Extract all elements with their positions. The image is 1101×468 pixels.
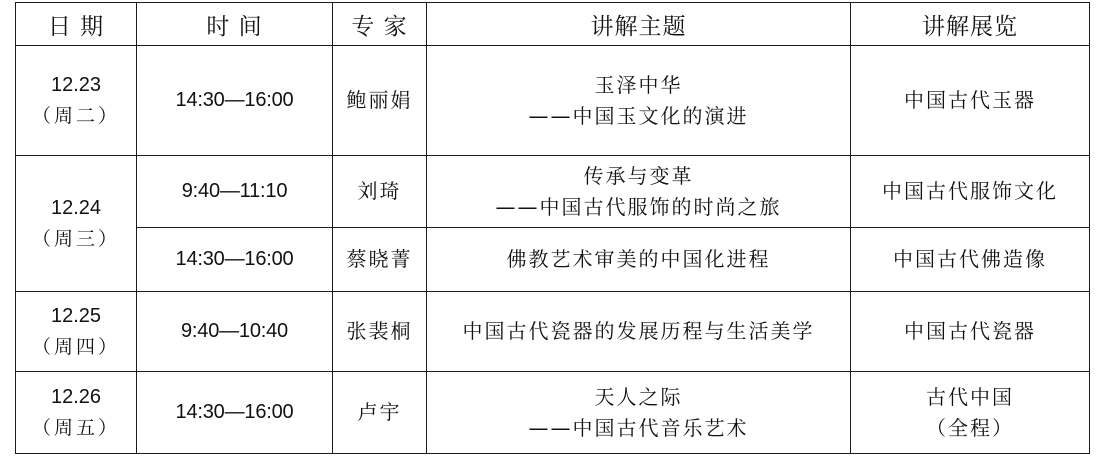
date-text: 12.23 (50, 73, 102, 96)
topic-cell (427, 228, 851, 292)
date-text: 12.26 (50, 385, 102, 408)
exhibit-text: 中国古代佛造像 (893, 247, 1047, 271)
exhibit-cell (851, 372, 1090, 454)
header-exhibit: 讲解展览 (851, 3, 1090, 46)
topic-cell (427, 372, 851, 454)
topic-cell (427, 292, 851, 372)
topic-subtitle: ——中国玉文化的演进 (528, 103, 749, 128)
date-cell (16, 292, 137, 372)
header-time: 时 间 (137, 3, 333, 46)
table-row (16, 156, 1090, 228)
time-cell: 9:40—10:40 (137, 292, 333, 372)
exhibit-text: 古代中国 (926, 384, 1014, 409)
topic-title: 玉泽中华 (594, 72, 683, 97)
exhibit-note: （全程） (926, 415, 1014, 440)
exhibit-text: 中国古代瓷器 (904, 319, 1036, 343)
expert-cell: 鲍丽娟 (333, 46, 427, 156)
expert-cell: 卢宇 (333, 372, 427, 454)
date-text: 12.24 (50, 196, 102, 219)
table-header-row (16, 3, 1090, 46)
weekday-text: （周三） (31, 227, 120, 250)
header-date: 日 期 (16, 3, 137, 46)
exhibit-cell (851, 156, 1090, 228)
topic-title: 佛教艺术审美的中国化进程 (506, 247, 771, 271)
topic-subtitle: ——中国古代服饰的时尚之旅 (495, 194, 782, 219)
time-cell: 14:30—16:00 (137, 46, 333, 156)
topic-title: 天人之际 (594, 384, 683, 409)
table-row (16, 46, 1090, 156)
time-cell: 14:30—16:00 (137, 228, 333, 292)
expert-cell: 刘琦 (333, 156, 427, 228)
table-row (16, 292, 1090, 372)
time-cell: 14:30—16:00 (137, 372, 333, 454)
topic-cell (427, 156, 851, 228)
weekday-text: （周二） (31, 104, 120, 127)
exhibit-cell (851, 228, 1090, 292)
date-cell (16, 372, 137, 454)
topic-subtitle: ——中国古代音乐艺术 (528, 415, 749, 440)
header-topic: 讲解主题 (427, 3, 851, 46)
table-row (16, 228, 1090, 292)
date-cell (16, 156, 137, 292)
weekday-text: （周四） (31, 335, 120, 358)
date-cell (16, 46, 137, 156)
exhibit-cell (851, 292, 1090, 372)
exhibit-text: 中国古代玉器 (904, 88, 1036, 112)
table-row (16, 372, 1090, 454)
topic-title: 传承与变革 (583, 163, 694, 188)
exhibit-cell (851, 46, 1090, 156)
topic-cell (427, 46, 851, 156)
time-cell: 9:40—11:10 (137, 156, 333, 228)
lecture-schedule-table (15, 2, 1090, 454)
expert-cell: 张裴桐 (333, 292, 427, 372)
header-expert: 专 家 (333, 3, 427, 46)
expert-cell: 蔡晓菁 (333, 228, 427, 292)
exhibit-text: 中国古代服饰文化 (882, 179, 1058, 203)
topic-title: 中国古代瓷器的发展历程与生活美学 (462, 319, 815, 343)
date-text: 12.25 (50, 304, 102, 327)
weekday-text: （周五） (31, 416, 120, 439)
